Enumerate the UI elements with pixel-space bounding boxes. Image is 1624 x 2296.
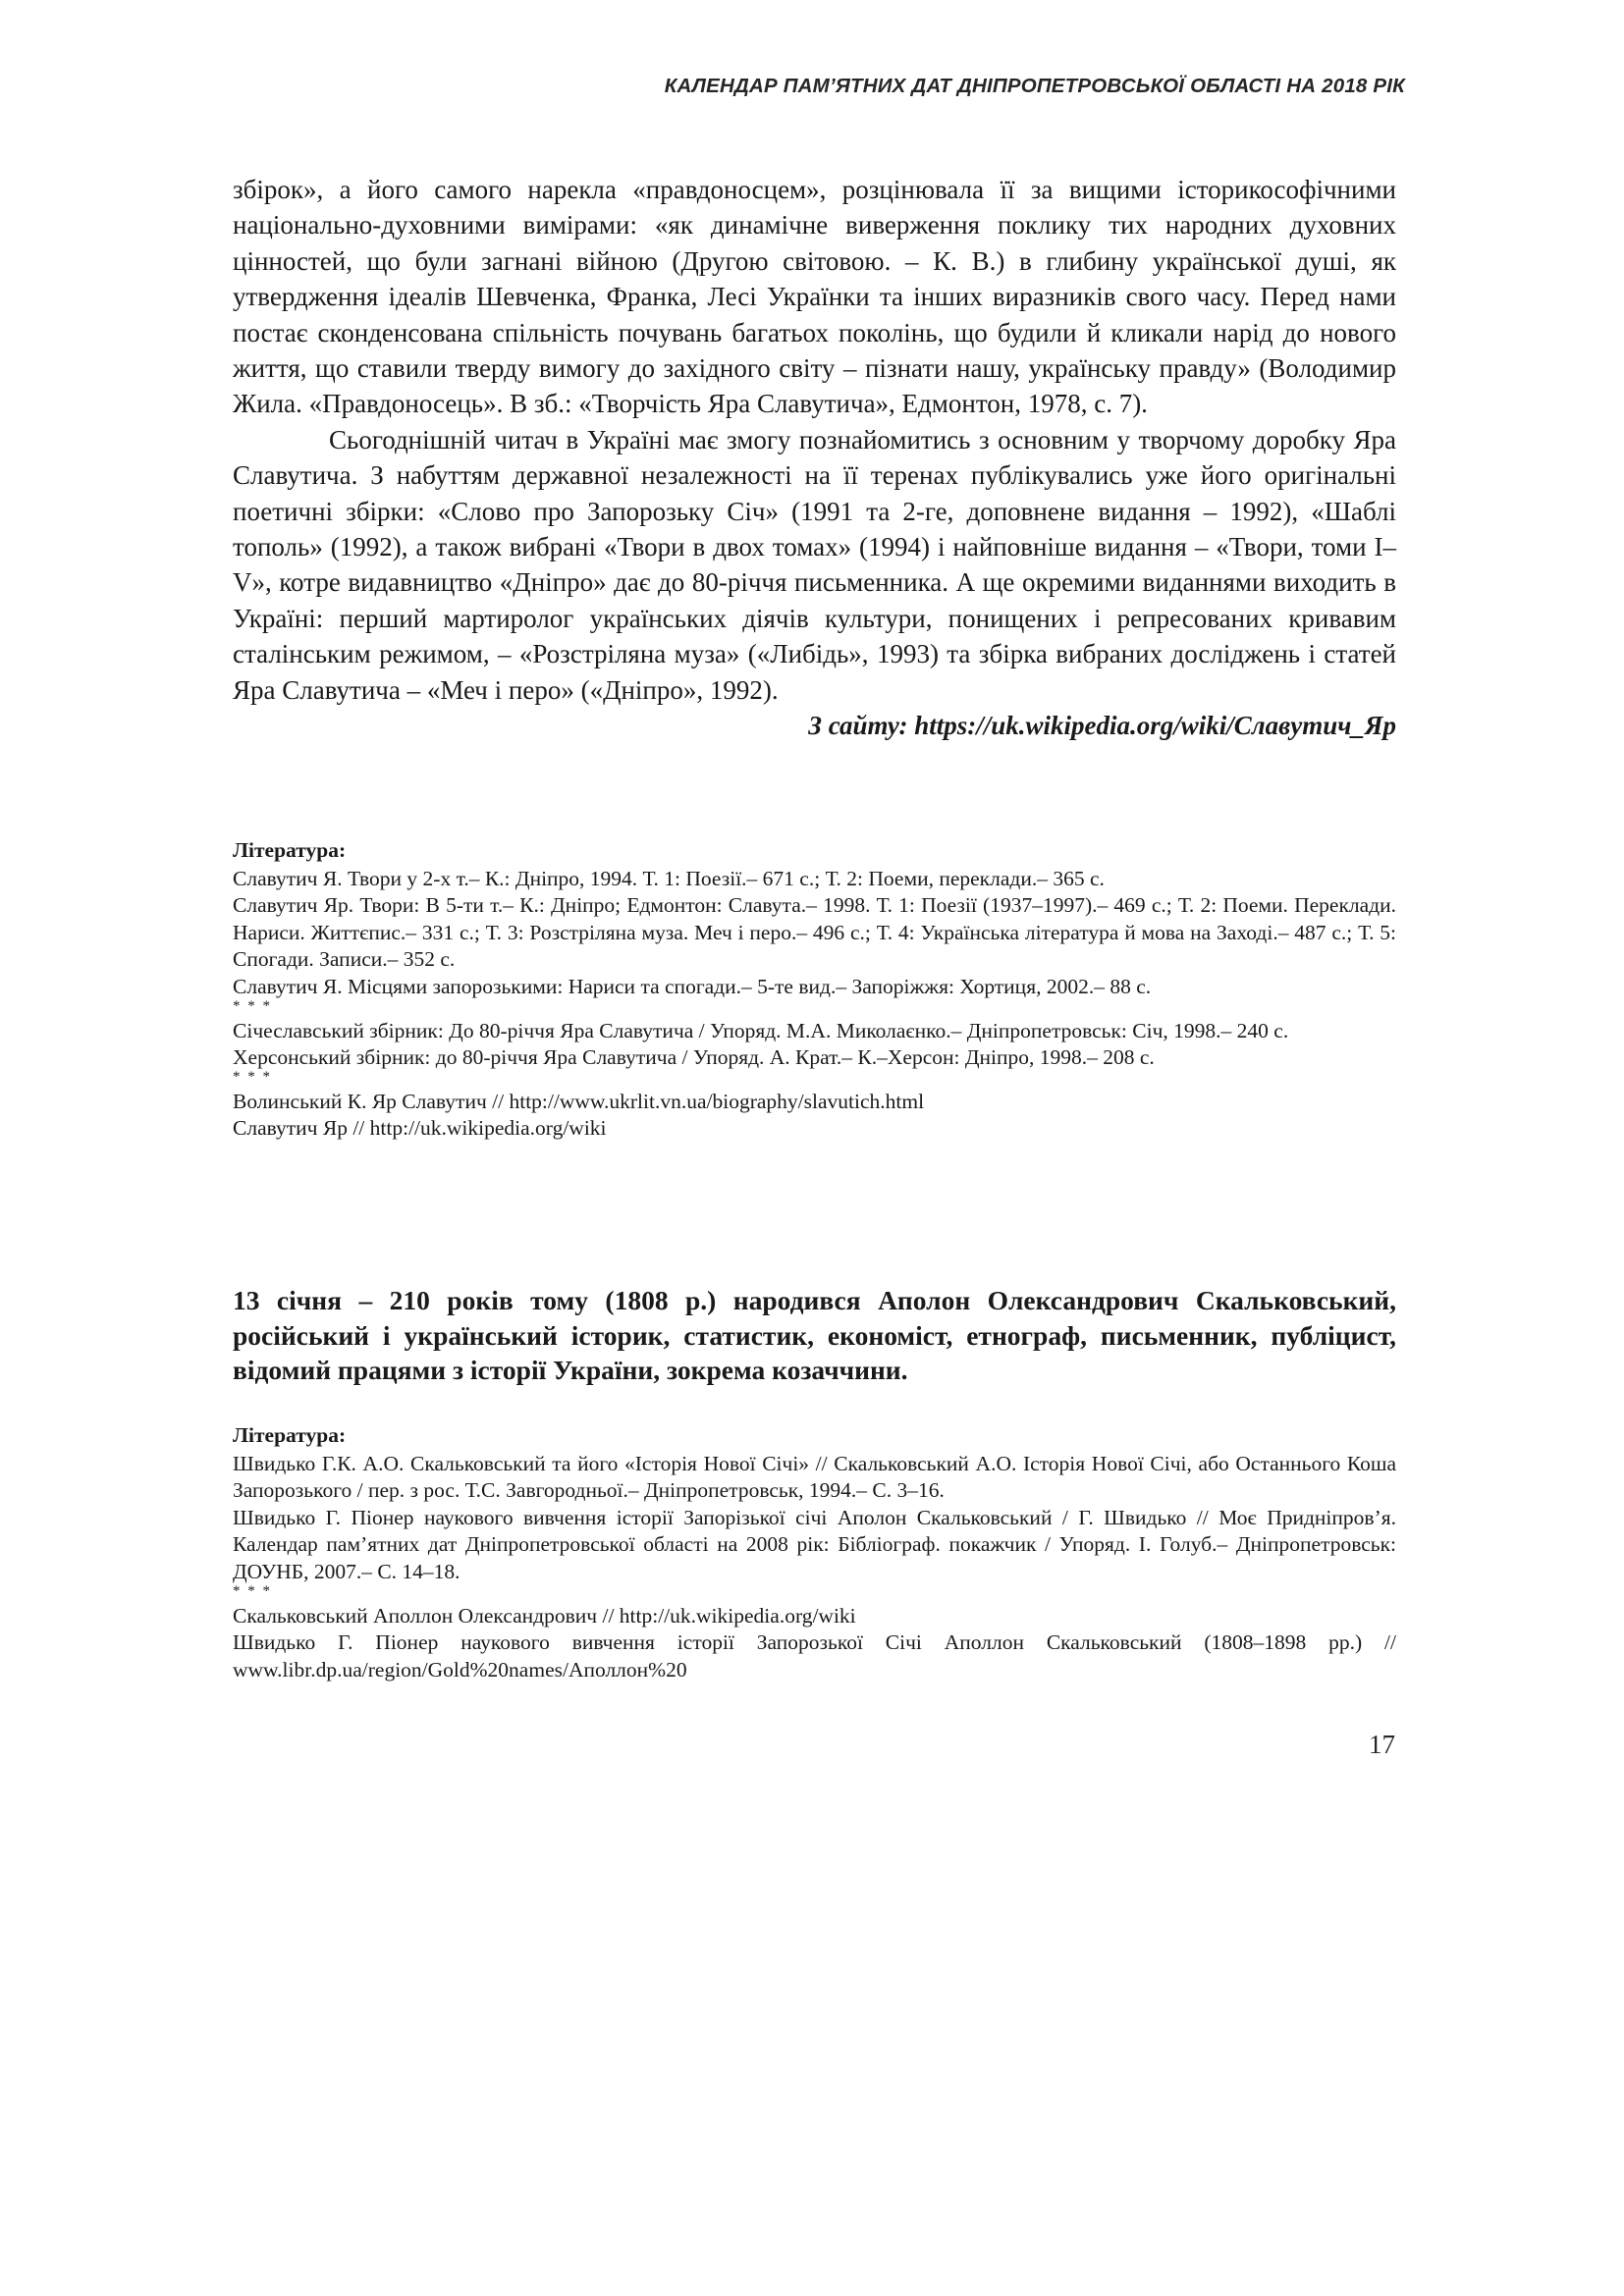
reference-item: Січеславський збірник: До 80-річчя Яра Славутича / Упоряд. М.А. Миколаєнко.– Дніпропетровськ: Січ, 1998.– 240 с. — [233, 1018, 1289, 1042]
literature-heading: Література: — [233, 838, 347, 862]
reference-item: Швидько Г. Піонер наукового вивчення історії Запорозької Січі Аполлон Скальковський (1808–1898 рр.) // www.libr.dp.ua/region/Gold%20names/Аполлон%20 — [233, 1630, 1396, 1682]
literature-heading: Література: — [233, 1423, 347, 1447]
page-number: 17 — [1369, 1730, 1395, 1759]
reference-link: Волинський К. Яр Славутич // http://www.ukrlit.vn.ua/biography/slavutich.html — [233, 1089, 925, 1113]
reference-item: Херсонський збірник: до 80-річчя Яра Славутича / Упоряд. А. Крат.– К.–Херсон: Дніпро, 1998.– 208 с. — [233, 1045, 1155, 1070]
event-heading: 13 січня – 210 років тому (1808 р.) народився Аполон Олександрович Скальковський, російський і український історик, статистик, економіст, етнограф, письменник, публіцист, відомий працями з історії України, зокрема козаччини. — [233, 1285, 1396, 1385]
reference-link: Славутич Яр // http://uk.wikipedia.org/wiki — [233, 1116, 607, 1141]
separator: * * * — [233, 1582, 272, 1599]
source-line: З сайту: https://uk.wikipedia.org/wiki/Славутич_Яр — [808, 711, 1396, 741]
paragraph: збірок», а його самого нарекла «правдоносцем», розцінювала її за вищими історикософічними національно-духовними вимірами: «як динамічне виверження поклику тих народних духовних цінностей, що були загнані війною (Другою світовою. – К. В.) в глибину української душі, як утвердження ідеалів Шевченка, Франка, Лесі Українки та інших виразників свого часу. Перед нами постає сконденсована спільність почувань багатьох поколінь, що будили й кликали нарід до нового життя, що ставили тверду вимогу до західного світу – пізнати нашу, українську правду» (Володимир Жила. «Правдоносець». В зб.: «Творчість Яра Славутича», Едмонтон, 1978, с. 7). — [233, 175, 1396, 419]
paragraph: Сьогоднішній читач в Україні має змогу познайомитись з основним у творчому доробку Яра Славутича. З набуттям державної незалежності на її теренах публікувались уже його оригінальні поетичні збірки: «Слово про Запорозьку Січ» (1991 та 2-ге, доповнене видання – 1992), «Шаблі тополь» (1992), а також вибрані «Твори в двох томах» (1994) і найповніше видання – «Твори, томи I–V», котре видавництво «Дніпро» дає до 80-річчя письменника. А ще окремими виданнями виходить в Україні: перший мартиролог українських діячів культури, понищених і репресованих кривавим сталінським режимом, – «Розстріляна муза» («Либідь», 1993) та збірка вибраних досліджень і статей Яра Славутича – «Меч і перо» («Дніпро», 1992). — [233, 424, 1396, 705]
separator: * * * — [233, 1068, 272, 1085]
separator: * * * — [233, 997, 272, 1014]
literature-section — [233, 837, 1396, 1143]
literature-section — [233, 1422, 1396, 1683]
reference-item: Славутич Яр. Твори: В 5-ти т.– К.: Дніпро; Едмонтон: Славута.– 1998. Т. 1: Поезії (1937–1997).– 469 с.; Т. 2: Поеми. Переклади. Нариси. Життєпис.– 331 с.; Т. 3: Розстріляна муза. Меч і перо.– 496 с.; Т. 4: Українська література й мова на Заході.– 487 с.; Т. 5: Спогади. Записи.– 352 с. — [233, 893, 1396, 972]
reference-item: Славутич Я. Місцями запорозькими: Нариси та спогади.– 5-те вид.– Запоріжжя: Хортиця, 2002.– 88 с. — [233, 974, 1152, 998]
reference-item: Швидько Г.К. А.О. Скальковський та його «Історія Нової Січі» // Скальковський А.О. Історія Нової Січі, або Останнього Коша Запорозького / пер. з рос. Т.С. Завгородньої.– Дніпропетровськ, 1994.– С. 3–16. — [233, 1451, 1396, 1503]
reference-link: Скальковський Аполлон Олександрович // http://uk.wikipedia.org/wiki — [233, 1603, 856, 1628]
reference-item: Славутич Я. Твори у 2-х т.– К.: Дніпро, 1994. Т. 1: Поезії.– 671 с.; Т. 2: Поеми, переклади.– 365 с. — [233, 866, 1105, 890]
reference-item: Швидько Г. Піонер наукового вивчення історії Запорізької січі Аполон Скальковський / Г. Швидько // Моє Придніпров’я. Календар пам’ятних дат Дніпропетровської області на 2008 рік: Бібліограф. покажчик / Упоряд. І. Голуб.– Дніпропетровськ: ДОУНБ, 2007.– С. 14–18. — [233, 1505, 1396, 1583]
main-text — [233, 172, 1396, 744]
running-header: КАЛЕНДАР ПАМ’ЯТНИХ ДАТ ДНІПРОПЕТРОВСЬКОЇ ОБЛАСТІ НА 2018 РІК — [664, 75, 1405, 97]
